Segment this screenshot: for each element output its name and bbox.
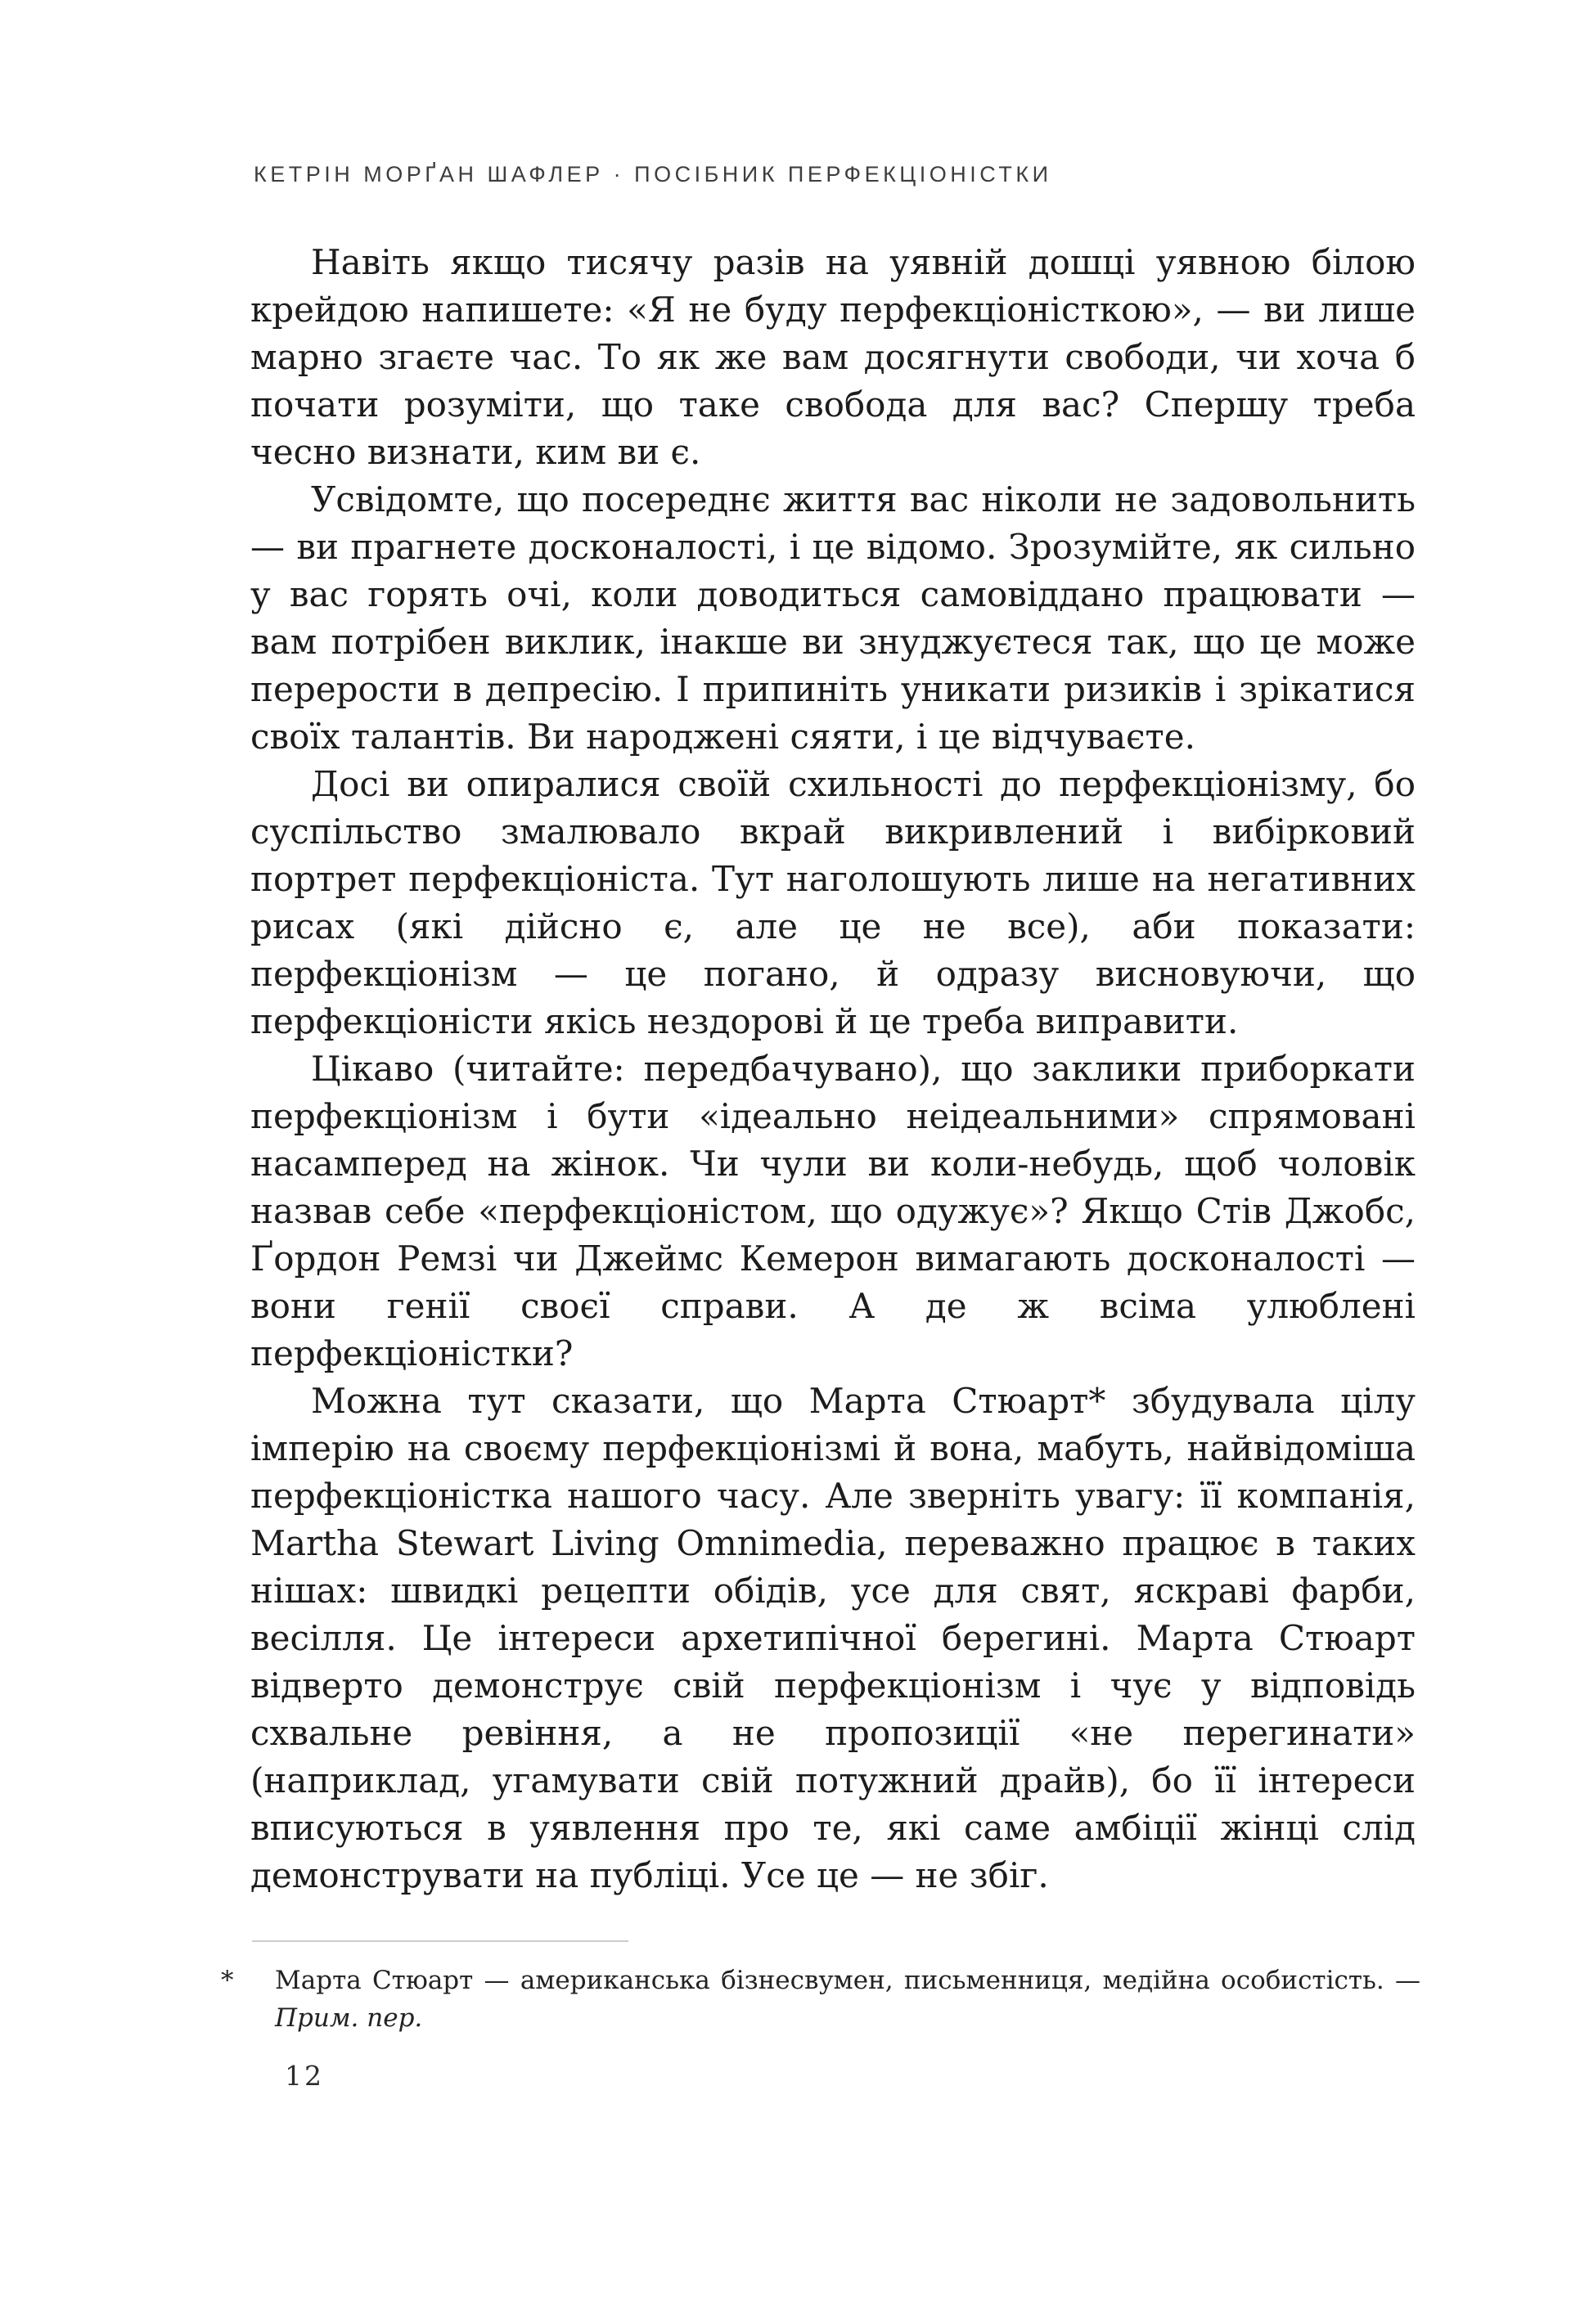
footnote [221,1962,1420,2037]
running-header: КЕТРІН МОРҐАН ШАФЛЕР · ПОСІБНИК ПЕРФЕКЦІОНІСТКИ [254,162,1052,187]
paragraph: Усвідомте, що посереднє життя вас ніколи не задовольнить — ви прагнете досконалості, і це відомо. Зрозумійте, як сильно у вас горять очі, коли доводиться самовіддано працювати — вам потрібен виклик, інакше ви знуджуєтеся так, що це може перерости в депресію. І припиніть уникати ризиків і зрікатися своїх талантів. Ви народжені сяяти, і це відчуваєте. [250,479,1416,757]
paragraph: Навіть якщо тисячу разів на уявній дошці уявною білою крейдою напишете: «Я не буду перфекціоністкою», — ви лише марно згаєте час. То як же вам досягнути свободи, чи хоча б почати розуміти, що таке свобода для вас? Спершу треба чесно визнати, ким ви є. [250,242,1416,472]
footnote-translator-note: Прим. пер. [275,2003,423,2033]
paragraph: Досі ви опиралися своїй схильності до перфекціонізму, бо суспільство змалювало вкрай викривлений і вибірковий портрет перфекціоніста. Тут наголошують лише на негативних рисах (які дійсно є, але це не все), аби показати: перфекціонізм — це погано, й одразу висновуючи, що перфекціоністи якісь нездорові й це треба виправити. [250,764,1416,1041]
page-number: 12 [285,2060,324,2092]
footnote-marker: * [221,1966,234,1995]
paragraph: Цікаво (читайте: передбачувано), що заклики приборкати перфекціонізм і бути «ідеально неідеальними» спрямовані насамперед на жінок. Чи чули ви коли-небудь, щоб чоловік назвав себе «перфекціоністом, що одужує»? Якщо Стів Джобс, Ґордон Ремзі чи Джеймс Кемерон вимагають досконалості — вони генії своєї справи. А де ж всіма улюблені перфекціоністки? [250,1049,1416,1373]
footnote-area [221,1940,1420,2037]
footnote-text [275,1962,1420,2037]
paragraph: Можна тут сказати, що Марта Стюарт* збудувала цілу імперію на своєму перфекціонізмі й вона, мабуть, найвідоміша перфекціоністка нашого часу. Але зверніть увагу: її компанія, Martha Stewart Living Omnimedia, переважно працює в таких нішах: швидкі рецепти обідів, усе для свят, яскраві фарби, весілля. Це інтереси архетипічної берегині. Марта Стюарт відверто демонструє свій перфекціонізм і чує у відповідь схвальне ревіння, а не пропозиції «не перегинати» (наприклад, угамувати свій потужний драйв), бо її інтереси вписуються в уявлення про те, які саме амбіції жінці слід демонструвати на публіці. Усе це — не збіг. [250,1381,1416,1895]
body-text-block [250,239,1416,1899]
footnote-text-main: Марта Стюарт — американська бізнесвумен, письменниця, медійна особистість. — [275,1966,1420,1995]
footnote-separator [252,1940,628,1942]
